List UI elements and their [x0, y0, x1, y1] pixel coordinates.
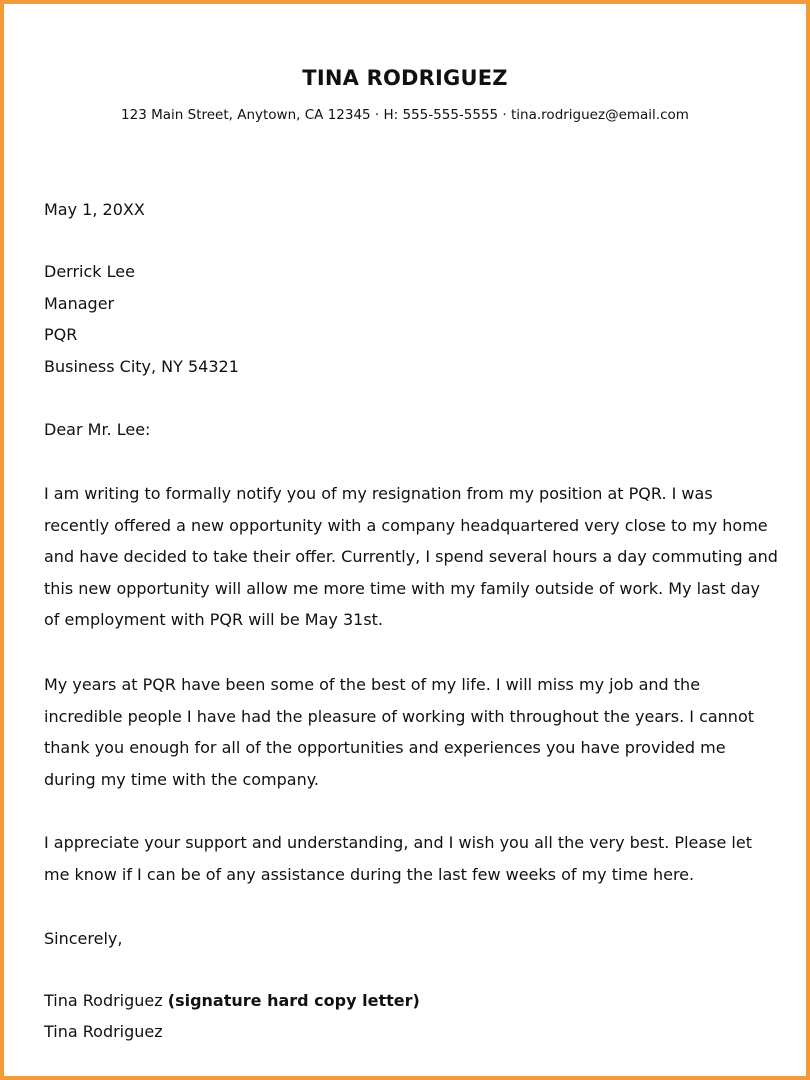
body-paragraph-1 [44, 478, 784, 636]
typed-name: Tina Rodriguez [44, 1022, 163, 1041]
closing: Sincerely, [44, 929, 123, 948]
sender-name-heading: TINA RODRIGUEZ [302, 66, 508, 90]
sender-contact-line: 123 Main Street, Anytown, CA 12345 · H: 555-555-5555 · tina.rodriguez@email.com [121, 107, 689, 123]
recipient-address: Business City, NY 54321 [44, 357, 239, 376]
recipient-title: Manager [44, 294, 115, 313]
paragraph-line: incredible people I have had the pleasure of working with throughout the years. I cannot [44, 706, 755, 726]
body-paragraph-2 [44, 669, 784, 795]
paragraph-line: during my time with the company. [44, 769, 319, 789]
paragraph-line: thank you enough for all of the opportunities and experiences you have provided me [44, 738, 726, 757]
recipient-name: Derrick Lee [44, 262, 135, 281]
signature-note: (signature hard copy letter) [167, 991, 420, 1010]
paragraph-line: recently offered a new opportunity with a company headquartered very close to my home [44, 515, 768, 535]
paragraph-line: this new opportunity will allow me more time with my family outside of work. My last day [44, 578, 761, 598]
signature-name: Tina Rodriguez [44, 991, 163, 1010]
body-paragraph-3 [44, 827, 784, 890]
paragraph-line: My years at PQR have been some of the best of my life. I will miss my job and the [44, 675, 701, 694]
letter-date: May 1, 20XX [44, 200, 145, 219]
signature-line [44, 991, 420, 1010]
paragraph-line: I appreciate your support and understanding, and I wish you all the very best. Please let [44, 833, 752, 852]
paragraph-line: of employment with PQR will be May 31st. [44, 610, 384, 629]
recipient-company: PQR [44, 325, 78, 344]
paragraph-line: me know if I can be of any assistance during the last few weeks of my time here. [44, 864, 695, 884]
paragraph-line: and have decided to take their offer. Currently, I spend several hours a day commuting and [44, 547, 778, 566]
paragraph-line: I am writing to formally notify you of my resignation from my position at PQR. I was [44, 484, 713, 503]
salutation: Dear Mr. Lee: [44, 420, 151, 439]
